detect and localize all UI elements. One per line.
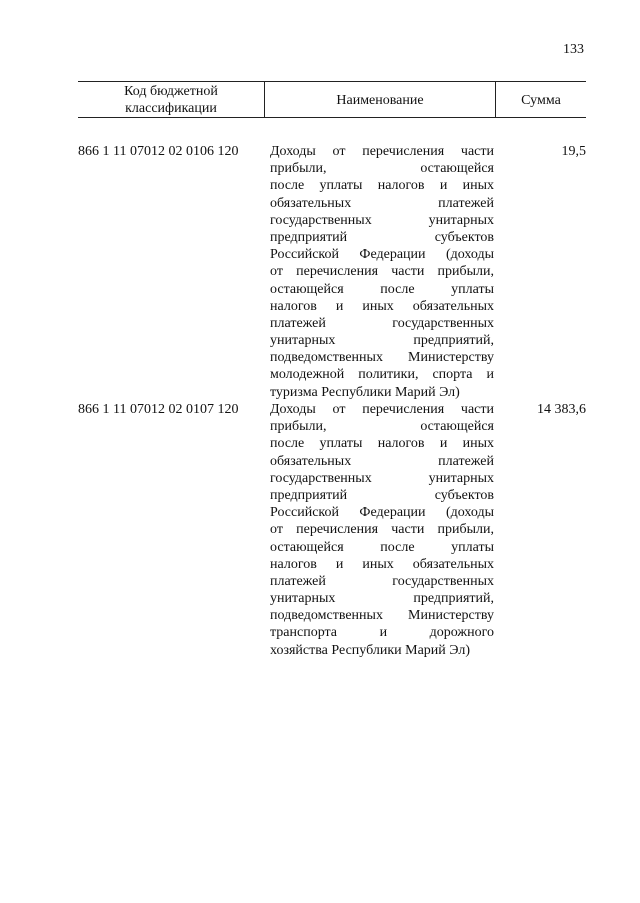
- row-name-line: после уплаты налогов и иных: [270, 436, 494, 452]
- row-code: 866 1 11 07012 02 0106 120: [78, 144, 239, 159]
- row-name-line: платежей государственных: [270, 315, 494, 331]
- row-name-line: туризма Республики Марий Эл): [270, 384, 460, 400]
- row-name-line: Доходы от перечисления части: [270, 144, 494, 159]
- row-name-line: от перечисления части прибыли,: [270, 522, 494, 538]
- row-name-line: налогов и иных обязательных: [270, 556, 494, 572]
- row-name-line: остающейся после уплаты: [270, 281, 494, 297]
- header-code: Код бюджетной классификации: [124, 84, 218, 116]
- row-code: 866 1 11 07012 02 0107 120: [78, 402, 239, 417]
- row-name-line: прибыли, остающейся: [270, 419, 494, 435]
- row-name: [270, 401, 494, 659]
- row-name-line: остающейся после уплаты: [270, 539, 494, 555]
- row-name-line: транспорта и дорожного: [270, 625, 494, 641]
- row-name-line: от перечисления части прибыли,: [270, 264, 494, 280]
- row-name-line: унитарных предприятий,: [270, 591, 494, 607]
- row-name-line: Российской Федерации (доходы: [270, 505, 494, 521]
- row-name-line: унитарных предприятий,: [270, 333, 494, 349]
- row-name-line: молодежной политики, спорта и: [270, 367, 494, 383]
- row-name-line: хозяйства Республики Марий Эл): [270, 642, 470, 658]
- row-name-line: предприятий субъектов: [270, 487, 494, 503]
- row-name-line: платежей государственных: [270, 573, 494, 589]
- page-number: 133: [563, 42, 584, 57]
- row-name-line: налогов и иных обязательных: [270, 298, 494, 314]
- table-header: [78, 81, 586, 118]
- row-amount: 19,5: [561, 144, 586, 159]
- row-name: [270, 143, 494, 401]
- row-name-line: Доходы от перечисления части: [270, 402, 494, 417]
- row-name-line: прибыли, остающейся: [270, 161, 494, 177]
- row-name-line: подведомственных Министерству: [270, 608, 494, 624]
- row-name-line: обязательных платежей: [270, 195, 494, 211]
- row-name-line: после уплаты налогов и иных: [270, 178, 494, 194]
- header-sum: Сумма: [521, 92, 561, 108]
- row-name-line: предприятий субъектов: [270, 229, 494, 245]
- row-name-line: государственных унитарных: [270, 470, 494, 486]
- header-name: Наименование: [336, 92, 424, 108]
- row-name-line: подведомственных Министерству: [270, 350, 494, 366]
- row-name-line: государственных унитарных: [270, 212, 494, 228]
- row-amount: 14 383,6: [537, 402, 586, 417]
- row-name-line: обязательных платежей: [270, 453, 494, 469]
- row-name-line: Российской Федерации (доходы: [270, 247, 494, 263]
